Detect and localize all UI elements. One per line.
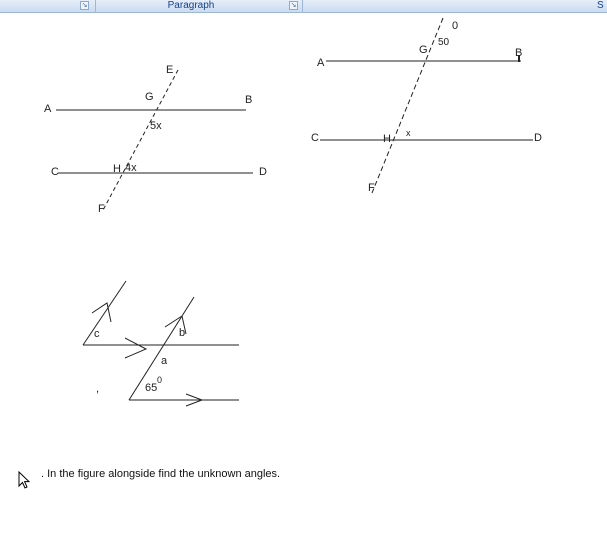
transversal-ef <box>102 70 178 212</box>
fig1-label-e: E <box>166 64 174 76</box>
fig2-label-b: B <box>515 47 523 59</box>
figure-1 <box>56 70 253 212</box>
question-text: . In the figure alongside find the unknown angles. <box>41 468 281 480</box>
paragraph-dialog-launcher-icon[interactable]: ↘ <box>290 2 297 9</box>
fig2-label-a: A <box>317 57 325 69</box>
fig1-label-g: G <box>145 91 154 103</box>
fig3-angle-b: b <box>179 327 186 339</box>
transversal-2 <box>372 18 443 193</box>
fig2-label-e: 0 <box>452 20 459 32</box>
fig1-label-b: B <box>245 94 253 106</box>
fig2-angle-x: x <box>406 128 411 138</box>
fig1-angle-5x: 5x <box>150 120 162 132</box>
fig2-label-c: C <box>311 132 319 144</box>
figure-3 <box>83 281 239 406</box>
fig3-stray-mark: , <box>96 383 100 395</box>
fig3-angle-65: 65 <box>145 382 158 394</box>
fig1-label-h: H <box>113 163 121 175</box>
fig1-label-d: D <box>259 166 267 178</box>
fig3-angle-c: c <box>94 328 100 340</box>
font-dialog-launcher-icon[interactable]: ↘ <box>81 2 88 9</box>
fig2-label-f: F <box>368 182 375 194</box>
arrow-upper-line <box>125 338 146 358</box>
fig2-angle-50: 50 <box>438 37 450 48</box>
mouse-pointer-icon <box>18 471 32 491</box>
fig1-label-f: F <box>98 203 105 215</box>
fig1-label-c: C <box>51 166 59 178</box>
arrow-left-slant <box>92 303 111 322</box>
fig2-label-h: H <box>383 133 391 145</box>
fig3-degree-mark: 0 <box>157 375 163 385</box>
fig3-angle-a: a <box>161 355 168 367</box>
fig1-angle-4x: 4x <box>125 162 137 174</box>
styles-group-label: S <box>597 0 604 11</box>
left-slant <box>83 281 126 345</box>
fig2-label-g: G <box>419 44 428 56</box>
fig2-label-d: D <box>534 132 542 144</box>
fig1-label-a: A <box>44 103 52 115</box>
paragraph-group-label: Paragraph <box>167 0 215 11</box>
